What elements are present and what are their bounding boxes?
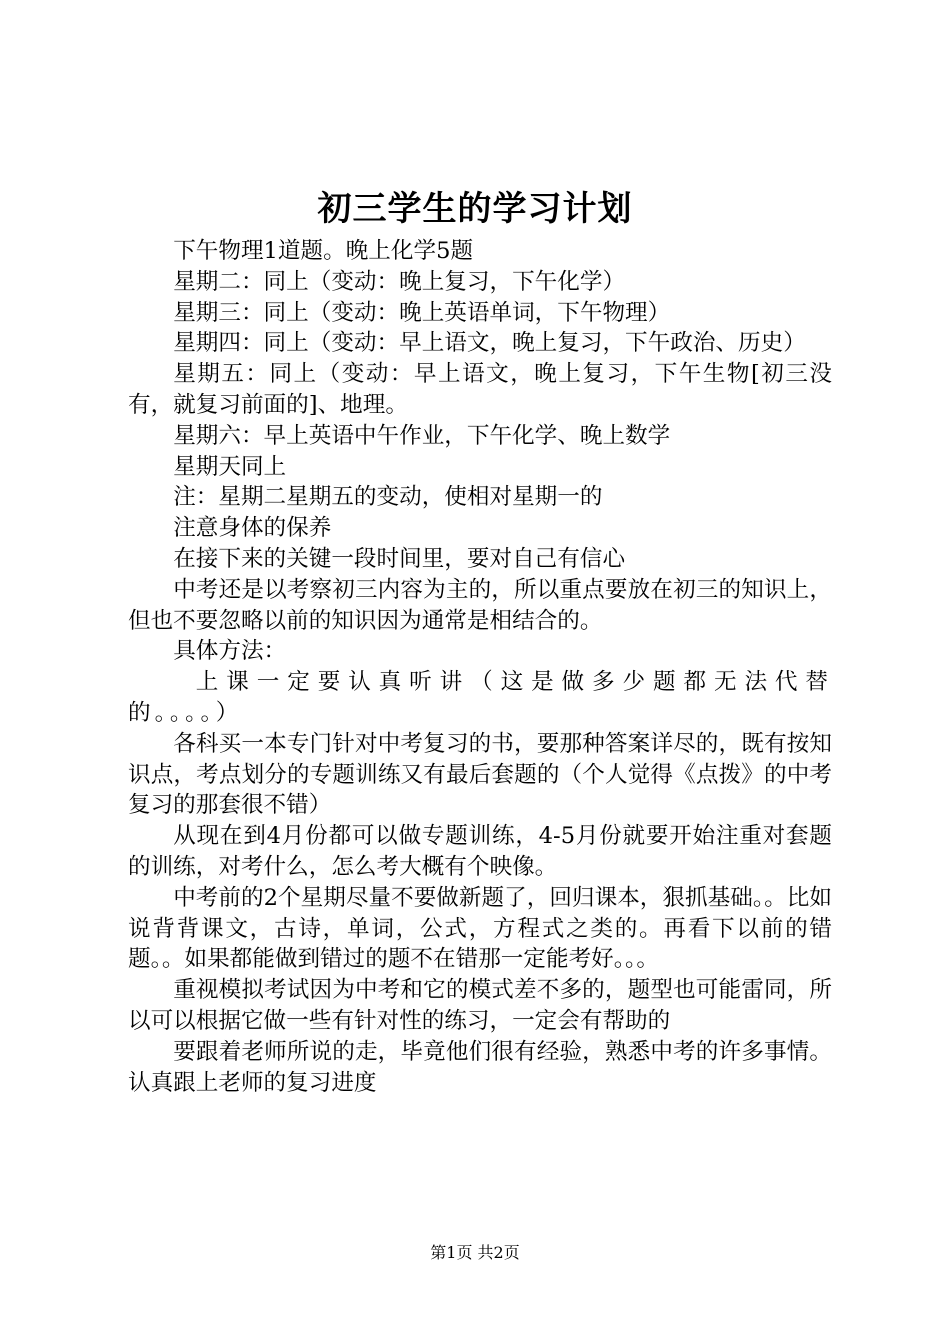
paragraph: 星期天同上: [173, 453, 287, 480]
paragraph: 各科买一本专门针对中考复习的书，要那种答案详尽的，既有按知识点，考点划分的专题训练又有最后套题的（个人觉得《点拨》的中考复习的那套很不错）: [128, 730, 832, 819]
paragraph: 下午物理1道题。晚上化学5题: [173, 238, 474, 264]
paragraph: 在接下来的关键一段时间里，要对自己有信心: [173, 545, 626, 572]
paragraph: 要跟着老师所说的走，毕竟他们很有经验，熟悉中考的许多事情。认真跟上老师的复习进度: [128, 1038, 832, 1096]
paragraph: 注意身体的保养: [173, 515, 332, 542]
paragraph: 中考前的2个星期尽量不要做新题了，回归课本，狠抓基础。。比如说背背课文，古诗，单词，公式，方程式之类的。再看下以前的错题。。如果都能做到错过的题不在错那一定能考好。。。: [128, 884, 832, 973]
paragraph: 星期三：同上（变动：晚上英语单词，下午物理）: [173, 299, 671, 326]
paragraph: 中考还是以考察初三内容为主的，所以重点要放在初三的知识上，但也不要忽略以前的知识因为通常是相结合的。: [128, 576, 832, 634]
paragraph: 星期五：同上（变动：早上语文，晚上复习，下午生物[初三没有，就复习前面的]、地理。: [128, 361, 832, 418]
paragraph: 星期二：同上（变动：晚上复习，下午化学）: [173, 268, 626, 295]
document-body: [128, 236, 832, 1098]
paragraph: 具体方法：: [173, 638, 287, 665]
paragraph: 星期六：早上英语中午作业，下午化学、晚上数学: [173, 422, 671, 449]
document-title: 初三学生的学习计划: [317, 189, 633, 229]
paragraph: 重视模拟考试因为中考和它的模式差不多的，题型也可能雷同，所以可以根据它做一些有针对性的练习，一定会有帮助的: [128, 977, 832, 1034]
paragraph: 从现在到4月份都可以做专题训练，4-5月份就要开始注重对套题的训练，对考什么，怎么考大概有个映像。: [128, 823, 832, 880]
paragraph: 上课一定要认真听讲（这是做多少题都无法代替的。。。。）: [128, 669, 832, 726]
paragraph: 注：星期二星期五的变动，使相对星期一的: [173, 484, 603, 511]
paragraph: 星期四：同上（变动：早上语文，晚上复习，下午政治、历史）: [173, 330, 806, 357]
page-footer: 第1页 共2页: [430, 1243, 520, 1262]
